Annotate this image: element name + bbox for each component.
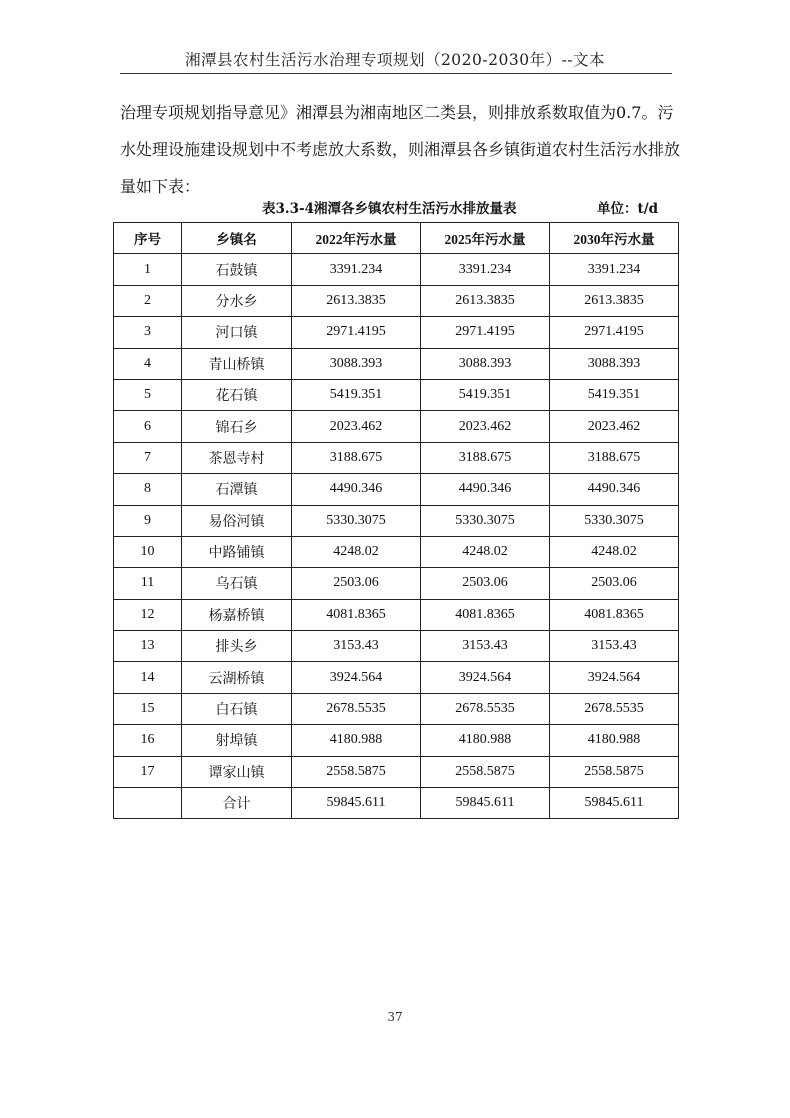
table-row (114, 693, 679, 724)
town-name: 河口镇 (182, 317, 292, 348)
body-paragraph: 治理专项规划指导意见》湘潭县为湘南地区二类县，则排放系数取值为0.7。污水处理设施建设规划中不考虑放大系数，则湘潭县各乡镇街道农村生活污水排放量如下表： (120, 103, 681, 196)
town-name: 排头乡 (182, 631, 292, 662)
row-index: 1 (114, 254, 182, 285)
volume-2022: 4081.8365 (292, 599, 421, 630)
volume-2022: 3391.234 (292, 254, 421, 285)
volume-2025: 2613.3835 (421, 285, 550, 316)
volume-2025: 3088.393 (421, 348, 550, 379)
row-index: 2 (114, 285, 182, 316)
volume-2030: 4180.988 (550, 725, 679, 756)
town-name: 易俗河镇 (182, 505, 292, 536)
table-row (114, 348, 679, 379)
volume-2025: 5419.351 (421, 379, 550, 410)
volume-2022: 5330.3075 (292, 505, 421, 536)
volume-2022: 3188.675 (292, 442, 421, 473)
volume-2030: 4490.346 (550, 474, 679, 505)
volume-2030: 3088.393 (550, 348, 679, 379)
table-row (114, 631, 679, 662)
volume-2022: 2023.462 (292, 411, 421, 442)
volume-2025: 4180.988 (421, 725, 550, 756)
row-index: 16 (114, 725, 182, 756)
town-name: 分水乡 (182, 285, 292, 316)
town-name: 锦石乡 (182, 411, 292, 442)
table-row (114, 442, 679, 473)
volume-2025: 3153.43 (421, 631, 550, 662)
row-index (114, 788, 182, 819)
header-divider (120, 73, 672, 74)
town-name: 花石镇 (182, 379, 292, 410)
page-number: 37 (387, 1010, 403, 1024)
table-row (114, 474, 679, 505)
volume-2030: 2678.5535 (550, 693, 679, 724)
town-name: 谭家山镇 (182, 756, 292, 787)
table-row (114, 285, 679, 316)
table-caption: 表3.3-4湘潭各乡镇农村生活污水排放量表 (262, 201, 517, 217)
town-name: 合计 (182, 788, 292, 819)
volume-2025: 2503.06 (421, 568, 550, 599)
column-header-town: 乡镇名 (182, 223, 292, 254)
volume-2030: 2558.5875 (550, 756, 679, 787)
town-name: 石鼓镇 (182, 254, 292, 285)
volume-2030: 2503.06 (550, 568, 679, 599)
volume-2022: 2613.3835 (292, 285, 421, 316)
volume-2030: 59845.611 (550, 788, 679, 819)
row-index: 11 (114, 568, 182, 599)
volume-2030: 3391.234 (550, 254, 679, 285)
table-header-row (114, 223, 679, 254)
volume-2030: 3924.564 (550, 662, 679, 693)
volume-2022: 2558.5875 (292, 756, 421, 787)
volume-2025: 2023.462 (421, 411, 550, 442)
row-index: 8 (114, 474, 182, 505)
volume-2025: 4248.02 (421, 536, 550, 567)
table-row (114, 536, 679, 567)
row-index: 15 (114, 693, 182, 724)
row-index: 6 (114, 411, 182, 442)
town-name: 茶恩寺村 (182, 442, 292, 473)
volume-2022: 59845.611 (292, 788, 421, 819)
volume-2025: 2558.5875 (421, 756, 550, 787)
volume-2022: 4180.988 (292, 725, 421, 756)
volume-2030: 5419.351 (550, 379, 679, 410)
volume-2030: 2613.3835 (550, 285, 679, 316)
row-index: 5 (114, 379, 182, 410)
row-index: 3 (114, 317, 182, 348)
column-header-2022: 2022年污水量 (292, 223, 421, 254)
town-name: 中路铺镇 (182, 536, 292, 567)
volume-2030: 2971.4195 (550, 317, 679, 348)
volume-2022: 3088.393 (292, 348, 421, 379)
volume-2025: 5330.3075 (421, 505, 550, 536)
volume-2030: 4248.02 (550, 536, 679, 567)
row-index: 4 (114, 348, 182, 379)
table-row (114, 725, 679, 756)
volume-2030: 2023.462 (550, 411, 679, 442)
row-index: 14 (114, 662, 182, 693)
volume-2025: 2971.4195 (421, 317, 550, 348)
column-header-2025: 2025年污水量 (421, 223, 550, 254)
town-name: 石潭镇 (182, 474, 292, 505)
volume-2025: 3924.564 (421, 662, 550, 693)
volume-2022: 5419.351 (292, 379, 421, 410)
volume-2022: 2678.5535 (292, 693, 421, 724)
table-row (114, 411, 679, 442)
town-name: 白石镇 (182, 693, 292, 724)
town-name: 乌石镇 (182, 568, 292, 599)
table-row (114, 254, 679, 285)
volume-2025: 4081.8365 (421, 599, 550, 630)
town-name: 射埠镇 (182, 725, 292, 756)
town-name: 杨嘉桥镇 (182, 599, 292, 630)
volume-2025: 3391.234 (421, 254, 550, 285)
volume-2025: 3188.675 (421, 442, 550, 473)
volume-2030: 4081.8365 (550, 599, 679, 630)
row-index: 9 (114, 505, 182, 536)
table-total-row (114, 788, 679, 819)
volume-2025: 2678.5535 (421, 693, 550, 724)
table-row (114, 662, 679, 693)
volume-2025: 59845.611 (421, 788, 550, 819)
town-name: 云湖桥镇 (182, 662, 292, 693)
table-row (114, 505, 679, 536)
table-row (114, 599, 679, 630)
column-header-index: 序号 (114, 223, 182, 254)
town-name: 青山桥镇 (182, 348, 292, 379)
table-row (114, 317, 679, 348)
table-body (114, 254, 679, 819)
volume-2022: 3924.564 (292, 662, 421, 693)
row-index: 13 (114, 631, 182, 662)
table-row (114, 379, 679, 410)
volume-2025: 4490.346 (421, 474, 550, 505)
running-header: 湘潭县农村生活污水治理专项规划（2020-2030年）--文本 (184, 51, 606, 69)
sewage-volume-table (113, 222, 679, 819)
row-index: 7 (114, 442, 182, 473)
table-unit: 单位：t/d (597, 201, 659, 217)
volume-2022: 2971.4195 (292, 317, 421, 348)
volume-2030: 5330.3075 (550, 505, 679, 536)
row-index: 10 (114, 536, 182, 567)
volume-2022: 4248.02 (292, 536, 421, 567)
row-index: 17 (114, 756, 182, 787)
table-row (114, 756, 679, 787)
column-header-2030: 2030年污水量 (550, 223, 679, 254)
row-index: 12 (114, 599, 182, 630)
volume-2022: 4490.346 (292, 474, 421, 505)
volume-2022: 2503.06 (292, 568, 421, 599)
volume-2030: 3153.43 (550, 631, 679, 662)
table-row (114, 568, 679, 599)
volume-2030: 3188.675 (550, 442, 679, 473)
volume-2022: 3153.43 (292, 631, 421, 662)
